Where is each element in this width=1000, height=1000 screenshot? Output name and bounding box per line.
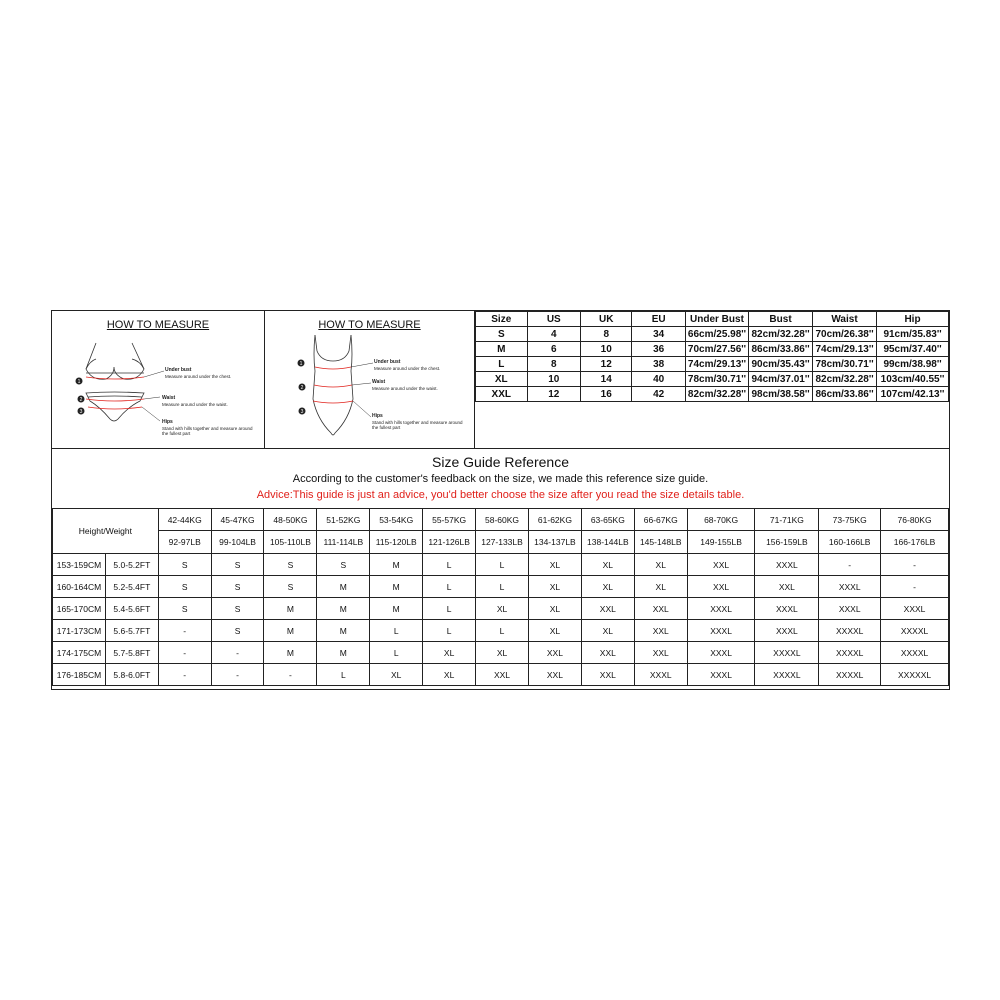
size-cell: XL [581, 554, 634, 576]
weight-kg-cell: 42-44KG [158, 509, 211, 531]
size-cell: XXL [755, 576, 819, 598]
weight-lb-cell: 105-110LB [264, 531, 317, 554]
weight-lb-cell: 138-144LB [581, 531, 634, 554]
size-cell: L [370, 642, 423, 664]
size-cell: XXL [634, 598, 687, 620]
table-cell: 99cm/38.98'' [877, 357, 949, 372]
size-table-header [476, 312, 949, 327]
size-cell: M [264, 642, 317, 664]
weight-lb-cell: 92-97LB [158, 531, 211, 554]
weight-kg-cell: 53-54KG [370, 509, 423, 531]
table-row [53, 554, 949, 576]
height-ft-cell: 5.6-5.7FT [105, 620, 158, 642]
size-cell: XXXL [687, 620, 755, 642]
height-ft-cell: 5.4-5.6FT [105, 598, 158, 620]
reference-title: Size Guide Reference [432, 454, 569, 470]
size-cell: XXL [528, 664, 581, 686]
table-cell: 91cm/35.83'' [877, 327, 949, 342]
note-num: 3 [79, 409, 83, 415]
table-row [476, 357, 949, 372]
table-row [476, 387, 949, 402]
size-cell: XXXL [687, 642, 755, 664]
table-cell: 107cm/42.13'' [877, 387, 949, 402]
note-num: 3 [300, 409, 304, 415]
table-cell: 36 [632, 342, 685, 357]
size-cell: - [819, 554, 881, 576]
height-rows [53, 554, 949, 686]
size-cell: XL [370, 664, 423, 686]
panel-title: HOW TO MEASURE [106, 319, 210, 331]
size-cell: S [211, 598, 264, 620]
size-cell: L [476, 620, 529, 642]
header-cell: UK [581, 312, 632, 327]
size-cell: S [211, 576, 264, 598]
size-cell: L [476, 554, 529, 576]
size-cell: S [158, 598, 211, 620]
note-under-bust: Under bust Measure around under the chest. [165, 367, 232, 379]
weight-kg-row [53, 509, 949, 531]
weight-kg-cell: 63-65KG [581, 509, 634, 531]
size-cell: L [423, 598, 476, 620]
weight-kg-cell: 58-60KG [476, 509, 529, 531]
table-cell: 70cm/26.38'' [813, 327, 877, 342]
size-cell: XXXL [687, 598, 755, 620]
table-cell: 8 [527, 357, 580, 372]
size-cell: S [264, 576, 317, 598]
table-cell: 12 [527, 387, 580, 402]
size-cell: M [370, 576, 423, 598]
table-cell: XXL [476, 387, 528, 402]
weight-lb-cell: 115-120LB [370, 531, 423, 554]
size-cell: XXXL [755, 620, 819, 642]
size-cell: XL [423, 664, 476, 686]
weight-lb-cell: 99-104LB [211, 531, 264, 554]
panel-title: HOW TO MEASURE [318, 319, 421, 331]
size-cell: - [881, 554, 949, 576]
size-cell: L [370, 620, 423, 642]
note-waist: Waist Measure around under the waist. [372, 379, 438, 391]
size-cell: - [881, 576, 949, 598]
table-cell: 12 [581, 357, 632, 372]
size-cell: XL [581, 620, 634, 642]
size-cell: XXXXL [819, 642, 881, 664]
size-cell: XL [528, 620, 581, 642]
weight-lb-cell: 145-148LB [634, 531, 687, 554]
weight-lb-cell: 121-126LB [423, 531, 476, 554]
size-cell: XXL [687, 554, 755, 576]
note-hips: Hips Stand with hills together and measure around the fullest part [372, 413, 463, 430]
table-cell: M [476, 342, 528, 357]
height-ft-cell: 5.8-6.0FT [105, 664, 158, 686]
size-cell: XXL [581, 664, 634, 686]
size-cell: XL [423, 642, 476, 664]
weight-kg-cell: 61-62KG [528, 509, 581, 531]
measure-panel-onepiece [265, 311, 475, 448]
size-cell: XXXL [755, 598, 819, 620]
size-cell: XXXL [634, 664, 687, 686]
size-cell: XXL [687, 576, 755, 598]
height-weight-table [52, 508, 949, 686]
header-cell: Under Bust [685, 312, 748, 327]
size-cell: - [158, 664, 211, 686]
size-cell: XXXXL [755, 664, 819, 686]
size-cell: L [423, 620, 476, 642]
note-num: 1 [299, 361, 303, 367]
height-ft-cell: 5.7-5.8FT [105, 642, 158, 664]
table-cell: 86cm/33.86'' [749, 342, 813, 357]
table-cell: 78cm/30.71'' [813, 357, 877, 372]
size-cell: L [476, 576, 529, 598]
table-cell: 10 [581, 342, 632, 357]
table-cell: 4 [527, 327, 580, 342]
size-cell: M [317, 598, 370, 620]
table-cell: XL [476, 372, 528, 387]
weight-kg-cell: 71-71KG [755, 509, 819, 531]
size-cell: M [317, 620, 370, 642]
height-ft-cell: 5.0-5.2FT [105, 554, 158, 576]
size-cell: - [211, 642, 264, 664]
table-cell: 98cm/38.58'' [749, 387, 813, 402]
table-cell: 82cm/32.28'' [813, 372, 877, 387]
table-cell: 78cm/30.71'' [685, 372, 748, 387]
size-table [475, 311, 949, 402]
table-cell: 90cm/35.43'' [749, 357, 813, 372]
size-cell: XL [528, 598, 581, 620]
size-cell: L [423, 576, 476, 598]
size-cell: XXXXL [881, 642, 949, 664]
size-cell: XXXL [819, 576, 881, 598]
height-cm-cell: 171-173CM [53, 620, 106, 642]
height-cm-cell: 165-170CM [53, 598, 106, 620]
table-row [476, 372, 949, 387]
table-cell: L [476, 357, 528, 372]
table-cell: 103cm/40.55'' [877, 372, 949, 387]
size-cell: XXL [581, 598, 634, 620]
weight-lb-cell: 166-176LB [881, 531, 949, 554]
header-cell: US [527, 312, 580, 327]
table-cell: 6 [527, 342, 580, 357]
table-row [53, 620, 949, 642]
size-cell: XL [528, 576, 581, 598]
weight-kg-cell: 45-47KG [211, 509, 264, 531]
size-cell: L [317, 664, 370, 686]
size-cell: XXXXL [819, 620, 881, 642]
reference-advice: Advice:This guide is just an advice, you'd better choose the size after you read the size details table. [256, 489, 745, 501]
table-cell: 95cm/37.40'' [877, 342, 949, 357]
height-ft-cell: 5.2-5.4FT [105, 576, 158, 598]
weight-lb-cell: 149-155LB [687, 531, 755, 554]
table-cell: 70cm/27.56'' [685, 342, 748, 357]
size-cell: XXXL [819, 598, 881, 620]
header-cell: EU [632, 312, 685, 327]
size-cell: XL [634, 554, 687, 576]
size-cell: XXXXXL [881, 664, 949, 686]
size-cell: - [264, 664, 317, 686]
weight-kg-cell: 48-50KG [264, 509, 317, 531]
size-cell: XXL [581, 642, 634, 664]
size-cell: XXL [528, 642, 581, 664]
size-cell: S [211, 620, 264, 642]
size-cell: M [317, 642, 370, 664]
weight-kg-cell: 66-67KG [634, 509, 687, 531]
size-cell: XXXXL [881, 620, 949, 642]
size-cell: - [158, 642, 211, 664]
weight-lb-row [53, 531, 949, 554]
size-cell: XL [476, 598, 529, 620]
size-cell: S [317, 554, 370, 576]
size-cell: - [158, 620, 211, 642]
height-weight-label: Height/Weight [53, 509, 159, 554]
weight-lb-cell: 127-133LB [476, 531, 529, 554]
table-cell: 66cm/25.98'' [685, 327, 748, 342]
size-cell: - [211, 664, 264, 686]
size-cell: XXL [476, 664, 529, 686]
table-cell: 86cm/33.86'' [813, 387, 877, 402]
size-cell: XL [634, 576, 687, 598]
size-chart [51, 310, 950, 690]
table-cell: 8 [581, 327, 632, 342]
reference-section [52, 448, 949, 509]
weight-lb-cell: 111-114LB [317, 531, 370, 554]
header-cell: Hip [877, 312, 949, 327]
table-row [53, 664, 949, 686]
weight-kg-cell: 51-52KG [317, 509, 370, 531]
note-num: 2 [300, 385, 304, 391]
table-cell: 38 [632, 357, 685, 372]
table-cell: 82cm/32.28'' [685, 387, 748, 402]
table-cell: 16 [581, 387, 632, 402]
table-cell: 74cm/29.13'' [813, 342, 877, 357]
header-cell: Waist [813, 312, 877, 327]
header-cell: Size [476, 312, 528, 327]
size-cell: M [264, 598, 317, 620]
size-cell: XL [581, 576, 634, 598]
size-cell: XL [528, 554, 581, 576]
table-cell: 14 [581, 372, 632, 387]
table-row [476, 327, 949, 342]
table-row [53, 598, 949, 620]
note-under-bust: Under bust Measure around under the chest. [374, 359, 441, 371]
size-cell: S [158, 576, 211, 598]
height-cm-cell: 160-164CM [53, 576, 106, 598]
table-cell: 82cm/32.28'' [749, 327, 813, 342]
size-cell: XXL [634, 620, 687, 642]
note-waist: Waist Measure around under the waist. [162, 395, 228, 407]
header-cell: Bust [749, 312, 813, 327]
size-cell: XL [476, 642, 529, 664]
weight-kg-cell: 73-75KG [819, 509, 881, 531]
height-cm-cell: 174-175CM [53, 642, 106, 664]
height-cm-cell: 153-159CM [53, 554, 106, 576]
note-num: 2 [79, 397, 83, 403]
size-cell: XXXXL [819, 664, 881, 686]
note-hips: Hips Stand with hills together and measure around the fullest part [162, 419, 253, 436]
table-row [53, 642, 949, 664]
table-cell: 94cm/37.01'' [749, 372, 813, 387]
size-cell: M [264, 620, 317, 642]
size-cell: XXXXL [755, 642, 819, 664]
weight-kg-cell: 68-70KG [687, 509, 755, 531]
size-cell: S [264, 554, 317, 576]
size-cell: S [211, 554, 264, 576]
table-cell: 74cm/29.13'' [685, 357, 748, 372]
table-row [53, 576, 949, 598]
top-section [52, 311, 949, 449]
size-cell: M [370, 598, 423, 620]
size-cell: M [317, 576, 370, 598]
weight-kg-cell: 76-80KG [881, 509, 949, 531]
table-cell: 42 [632, 387, 685, 402]
size-cell: XXXL [755, 554, 819, 576]
table-cell: 10 [527, 372, 580, 387]
weight-lb-cell: 160-166LB [819, 531, 881, 554]
note-num: 1 [77, 379, 81, 385]
measure-panel-bikini [52, 311, 265, 448]
table-cell: 34 [632, 327, 685, 342]
table-row [476, 342, 949, 357]
weight-lb-cell: 134-137LB [528, 531, 581, 554]
weight-kg-cell: 55-57KG [423, 509, 476, 531]
reference-subtitle: According to the customer's feedback on the size, we made this reference size guide. [292, 473, 709, 485]
table-cell: S [476, 327, 528, 342]
size-cell: M [370, 554, 423, 576]
size-cell: XXXL [687, 664, 755, 686]
size-cell: S [158, 554, 211, 576]
size-cell: XXXL [881, 598, 949, 620]
height-cm-cell: 176-185CM [53, 664, 106, 686]
weight-lb-cell: 156-159LB [755, 531, 819, 554]
size-cell: L [423, 554, 476, 576]
table-cell: 40 [632, 372, 685, 387]
size-cell: XXL [634, 642, 687, 664]
